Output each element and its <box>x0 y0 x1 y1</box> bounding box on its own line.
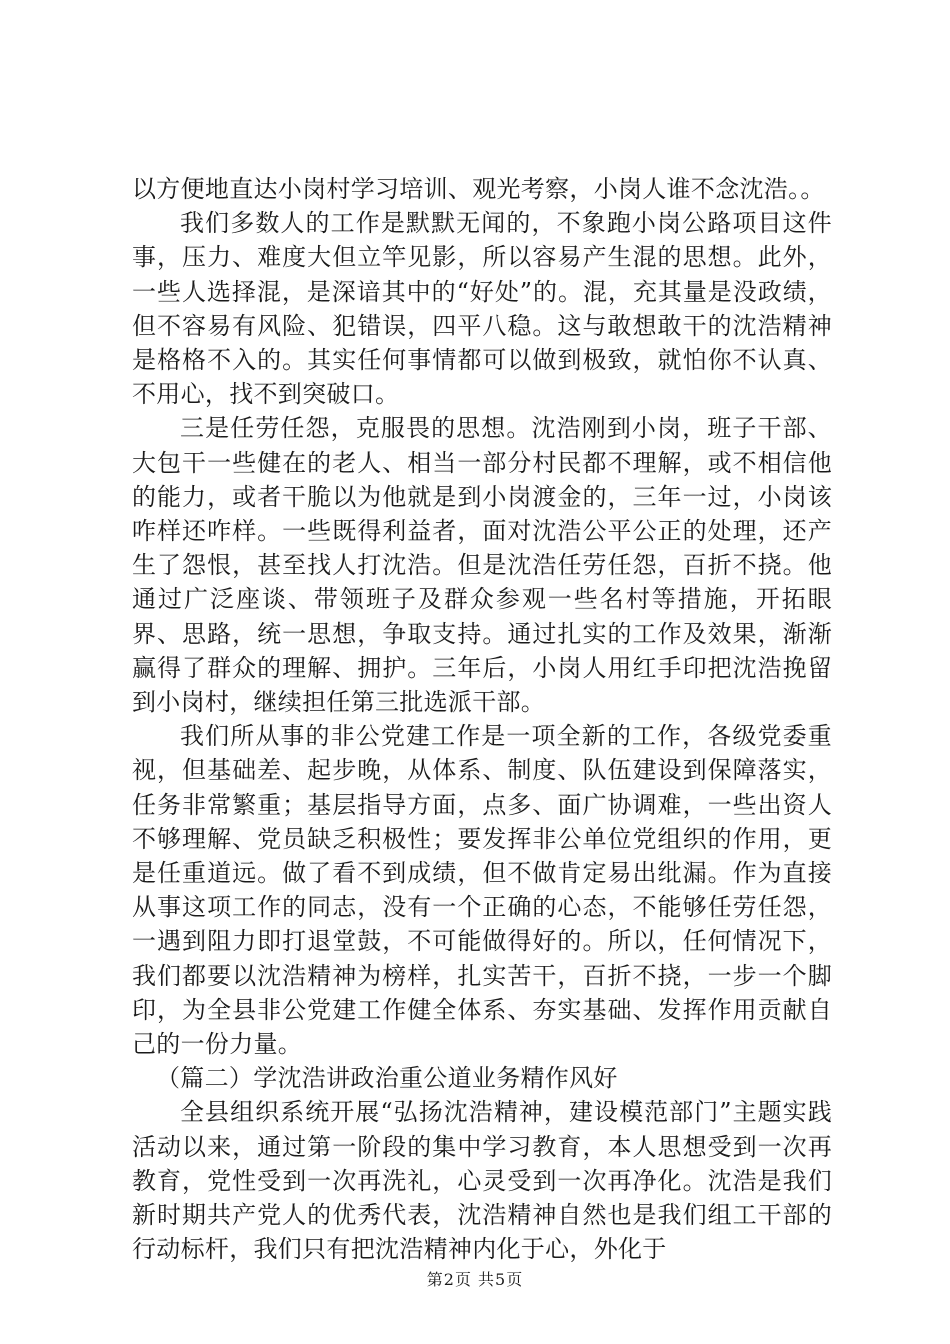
paragraph: 我们所从事的非公党建工作是一项全新的工作，各级党委重视，但基础差、起步晚，从体系、制度、队伍建设到保障落实，任务非常繁重；基层指导方面，点多、面广协调难，一些出资人不够理解、党员缺乏积极性；要发挥非公单位党组织的作用，更是任重道远。做了看不到成绩，但不做肯定易出纰漏。作为直接从事这项工作的同志，没有一个正确的心态，不能够任劳任怨，一遇到阻力即打退堂鼓，不可能做得好的。所以，任何情况下，我们都要以沈浩精神为榜样，扎实苦干，百折不挠，一步一个脚印，为全县非公党建工作健全体系、夯实基础、发挥作用贡献自己的一份力量。 <box>132 722 832 1059</box>
paragraph: 三是任劳任怨，克服畏的思想。沈浩刚到小岗，班子干部、大包干一些健在的老人、相当一部分村民都不理解，或不相信他的能力，或者干脆以为他就是到小岗渡金的，三年一过，小岗该咋样还咋样。一些既得利益者，面对沈浩公平公正的处理，还产生了怨恨，甚至找人打沈浩。但是沈浩任劳任怨，百折不挠。他通过广泛座谈、带领班子及群众参观一些名村等措施，开拓眼界、思路，统一思想，争取支持。通过扎实的工作及效果，渐渐赢得了群众的理解、拥护。三年后，小岗人用红手印把沈浩挽留到小岗村，继续担任第三批选派干部。 <box>132 414 832 717</box>
paragraph-continuation: 以方便地直达小岗村学习培训、观光考察，小岗人谁不念沈浩。。 <box>132 175 825 203</box>
paragraph: 全县组织系统开展“弘扬沈浩精神，建设模范部门”主题实践活动以来，通过第一阶段的集中学习教育，本人思想受到一次再教育，党性受到一次再洗礼，心灵受到一次再净化。沈浩是我们新时期共产党人的优秀代表，沈浩精神自然也是我们组工干部的行动标杆，我们只有把沈浩精神内化于心，外化于 <box>132 1098 832 1264</box>
paragraph: 我们多数人的工作是默默无闻的，不象跑小岗公路项目这件事，压力、难度大但立竿见影，所以容易产生混的思想。此外，一些人选择混，是深谙其中的“好处”的。混，充其量是没政绩，但不容易有风险、犯错误，四平八稳。这与敢想敢干的沈浩精神是格格不入的。其实任何事情都可以做到极致，就怕你不认真、不用心，找不到突破口。 <box>132 209 832 409</box>
section-heading: （篇二）学沈浩讲政治重公道业务精作风好 <box>156 1064 618 1093</box>
page-number-footer: 第2页 共5页 <box>426 1270 524 1289</box>
document-body <box>132 172 832 1267</box>
